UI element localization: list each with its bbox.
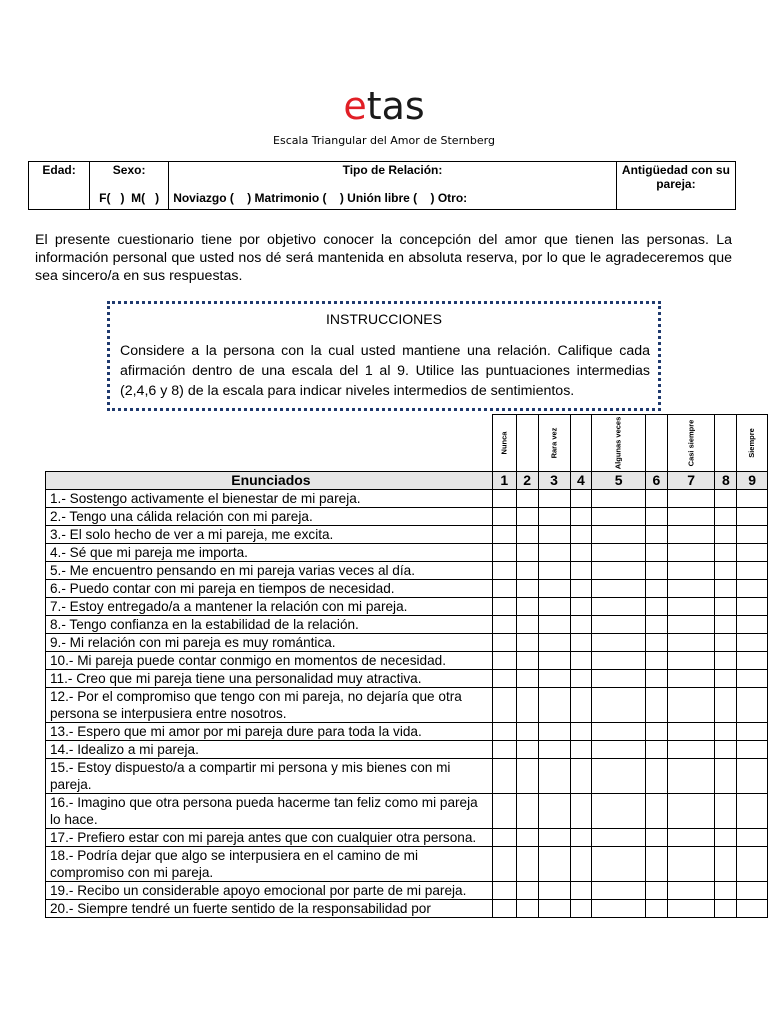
rating-cell-9[interactable] xyxy=(737,544,768,562)
rating-cell-3[interactable] xyxy=(538,652,570,670)
rating-cell-6[interactable] xyxy=(645,526,667,544)
rating-cell-6[interactable] xyxy=(645,616,667,634)
scale-number-9: 9 xyxy=(737,472,768,490)
rating-cell-3[interactable] xyxy=(538,508,570,526)
rating-cell-6[interactable] xyxy=(645,900,667,918)
rating-cell-5[interactable] xyxy=(592,490,646,508)
scale-number-2: 2 xyxy=(516,472,538,490)
item-text: 4.- Sé que mi pareja me importa. xyxy=(46,544,493,562)
rating-cell-5[interactable] xyxy=(592,688,646,723)
scale-number-4: 4 xyxy=(570,472,592,490)
item-text: 12.- Por el compromiso que tengo con mi pareja, no dejaría que otra persona se interpusiera entre nosotros. xyxy=(46,688,493,723)
rating-cell-7[interactable] xyxy=(667,882,715,900)
rating-cell-5[interactable] xyxy=(592,882,646,900)
scale-number-3: 3 xyxy=(538,472,570,490)
rating-cell-5[interactable] xyxy=(592,526,646,544)
rating-cell-6[interactable] xyxy=(645,741,667,759)
item-row xyxy=(46,580,768,598)
rating-cell-5[interactable] xyxy=(592,741,646,759)
sex-cell[interactable]: Sexo: F( ) M( ) xyxy=(90,162,169,210)
rating-cell-6[interactable] xyxy=(645,508,667,526)
rating-cell-7[interactable] xyxy=(667,616,715,634)
item-row xyxy=(46,598,768,616)
rating-cell-6[interactable] xyxy=(645,652,667,670)
scale-number-6: 6 xyxy=(645,472,667,490)
rating-cell-4[interactable] xyxy=(570,616,592,634)
rating-cell-7[interactable] xyxy=(667,688,715,723)
rating-cell-2[interactable] xyxy=(516,526,538,544)
rating-cell-4[interactable] xyxy=(570,544,592,562)
rating-cell-9[interactable] xyxy=(737,526,768,544)
item-text: 10.- Mi pareja puede contar conmigo en momentos de necesidad. xyxy=(46,652,493,670)
rating-cell-2[interactable] xyxy=(516,759,538,794)
item-row xyxy=(46,652,768,670)
item-row xyxy=(46,526,768,544)
rating-cell-9[interactable] xyxy=(737,616,768,634)
rating-cell-5[interactable] xyxy=(592,616,646,634)
rating-cell-7[interactable] xyxy=(667,741,715,759)
rating-cell-5[interactable] xyxy=(592,723,646,741)
rating-cell-2[interactable] xyxy=(516,598,538,616)
rating-cell-4[interactable] xyxy=(570,508,592,526)
item-row xyxy=(46,847,768,882)
scale-label-2 xyxy=(516,415,538,472)
item-text: 1.- Sostengo activamente el bienestar de mi pareja. xyxy=(46,490,493,508)
rating-cell-1[interactable] xyxy=(492,900,516,918)
rating-cell-2[interactable] xyxy=(516,670,538,688)
rating-cell-7[interactable] xyxy=(667,490,715,508)
rating-cell-5[interactable] xyxy=(592,794,646,829)
rating-cell-5[interactable] xyxy=(592,598,646,616)
rating-cell-8[interactable] xyxy=(715,652,737,670)
scale-label-5: Algunas veces xyxy=(592,415,646,472)
rating-cell-9[interactable] xyxy=(737,741,768,759)
relation-type-cell[interactable]: Tipo de Relación: Noviazgo ( ) Matrimonio ( ) Unión libre ( ) Otro: xyxy=(169,162,617,210)
item-row xyxy=(46,900,768,918)
rating-cell-7[interactable] xyxy=(667,847,715,882)
rating-cell-1[interactable] xyxy=(492,598,516,616)
rating-cell-2[interactable] xyxy=(516,882,538,900)
etas-logo: etas xyxy=(343,84,425,128)
rating-cell-5[interactable] xyxy=(592,847,646,882)
rating-cell-9[interactable] xyxy=(737,688,768,723)
rating-cell-6[interactable] xyxy=(645,882,667,900)
rating-cell-1[interactable] xyxy=(492,688,516,723)
rating-cell-4[interactable] xyxy=(570,900,592,918)
rating-cell-9[interactable] xyxy=(737,490,768,508)
rating-cell-3[interactable] xyxy=(538,670,570,688)
rating-cell-7[interactable] xyxy=(667,723,715,741)
rating-cell-4[interactable] xyxy=(570,759,592,794)
rating-cell-9[interactable] xyxy=(737,847,768,882)
rating-cell-8[interactable] xyxy=(715,794,737,829)
rating-cell-2[interactable] xyxy=(516,580,538,598)
scale-label-4 xyxy=(570,415,592,472)
rating-cell-8[interactable] xyxy=(715,900,737,918)
item-row xyxy=(46,882,768,900)
rating-cell-3[interactable] xyxy=(538,544,570,562)
item-text: 7.- Estoy entregado/a a mantener la relación con mi pareja. xyxy=(46,598,493,616)
rating-cell-6[interactable] xyxy=(645,544,667,562)
rating-cell-6[interactable] xyxy=(645,634,667,652)
scale-number-8: 8 xyxy=(715,472,737,490)
rating-cell-1[interactable] xyxy=(492,759,516,794)
scale-label-6 xyxy=(645,415,667,472)
rating-cell-9[interactable] xyxy=(737,829,768,847)
rating-cell-4[interactable] xyxy=(570,882,592,900)
item-row xyxy=(46,759,768,794)
rating-cell-1[interactable] xyxy=(492,882,516,900)
item-text: 16.- Imagino que otra persona pueda hacerme tan feliz como mi pareja lo hace. xyxy=(46,794,493,829)
rating-cell-2[interactable] xyxy=(516,490,538,508)
rating-cell-3[interactable] xyxy=(538,759,570,794)
item-text: 19.- Recibo un considerable apoyo emocional por parte de mi pareja. xyxy=(46,882,493,900)
intro-paragraph: El presente cuestionario tiene por objetivo conocer la concepción del amor que tienen las personas. La información personal que usted nos dé será mantenida en absoluta reserva, por lo que le agradeceremos que sea sincero/a en sus respuestas. xyxy=(35,232,732,284)
item-row xyxy=(46,490,768,508)
rating-cell-1[interactable] xyxy=(492,544,516,562)
scale-label-3: Rara vez xyxy=(538,415,570,472)
scale-label-7: Casi siempre xyxy=(667,415,715,472)
rating-cell-8[interactable] xyxy=(715,580,737,598)
rating-cell-3[interactable] xyxy=(538,616,570,634)
rating-cell-9[interactable] xyxy=(737,562,768,580)
rating-cell-2[interactable] xyxy=(516,562,538,580)
rating-cell-2[interactable] xyxy=(516,652,538,670)
enunciados-header: Enunciados xyxy=(46,472,493,490)
rating-cell-2[interactable] xyxy=(516,723,538,741)
rating-cell-4[interactable] xyxy=(570,741,592,759)
rating-cell-9[interactable] xyxy=(737,900,768,918)
rating-cell-7[interactable] xyxy=(667,562,715,580)
item-row xyxy=(46,794,768,829)
rating-cell-4[interactable] xyxy=(570,634,592,652)
rating-cell-5[interactable] xyxy=(592,634,646,652)
rating-cell-7[interactable] xyxy=(667,580,715,598)
rating-cell-1[interactable] xyxy=(492,741,516,759)
rating-cell-9[interactable] xyxy=(737,508,768,526)
rating-cell-5[interactable] xyxy=(592,900,646,918)
rating-cell-5[interactable] xyxy=(592,759,646,794)
item-text: 18.- Podría dejar que algo se interpusiera en el camino de mi compromiso con mi pareja. xyxy=(46,847,493,882)
rating-cell-7[interactable] xyxy=(667,508,715,526)
rating-cell-3[interactable] xyxy=(538,688,570,723)
rating-cell-7[interactable] xyxy=(667,544,715,562)
rating-cell-6[interactable] xyxy=(645,794,667,829)
rating-cell-1[interactable] xyxy=(492,508,516,526)
rating-cell-6[interactable] xyxy=(645,759,667,794)
rating-cell-3[interactable] xyxy=(538,794,570,829)
rating-cell-6[interactable] xyxy=(645,598,667,616)
rating-cell-9[interactable] xyxy=(737,634,768,652)
rating-cell-4[interactable] xyxy=(570,562,592,580)
rating-cell-7[interactable] xyxy=(667,670,715,688)
item-row xyxy=(46,829,768,847)
instructions-box xyxy=(107,301,661,411)
rating-cell-5[interactable] xyxy=(592,562,646,580)
rating-cell-1[interactable] xyxy=(492,580,516,598)
item-row xyxy=(46,544,768,562)
rating-cell-9[interactable] xyxy=(737,670,768,688)
scale-number-1: 1 xyxy=(492,472,516,490)
item-row xyxy=(46,723,768,741)
rating-cell-8[interactable] xyxy=(715,759,737,794)
rating-cell-3[interactable] xyxy=(538,490,570,508)
rating-cell-3[interactable] xyxy=(538,723,570,741)
rating-cell-9[interactable] xyxy=(737,652,768,670)
rating-cell-1[interactable] xyxy=(492,616,516,634)
rating-cell-3[interactable] xyxy=(538,829,570,847)
item-text: 6.- Puedo contar con mi pareja en tiempos de necesidad. xyxy=(46,580,493,598)
instructions-body: Considere a la persona con la cual usted mantiene una relación. Califique cada afirmación dentro de una escala del 1 al 9. Utilice las puntuaciones intermedias (2,4,6 y 8) de la escala para indicar niveles intermedios de sentimientos. xyxy=(120,343,650,399)
rating-cell-9[interactable] xyxy=(737,580,768,598)
rating-cell-6[interactable] xyxy=(645,562,667,580)
rating-cell-9[interactable] xyxy=(737,759,768,794)
item-row xyxy=(46,741,768,759)
rating-cell-3[interactable] xyxy=(538,580,570,598)
rating-cell-4[interactable] xyxy=(570,598,592,616)
item-row xyxy=(46,670,768,688)
item-text: 17.- Prefiero estar con mi pareja antes que con cualquier otra persona. xyxy=(46,829,493,847)
rating-cell-8[interactable] xyxy=(715,616,737,634)
age-cell[interactable]: Edad: xyxy=(29,162,90,210)
rating-cell-7[interactable] xyxy=(667,900,715,918)
rating-cell-5[interactable] xyxy=(592,652,646,670)
rating-cell-1[interactable] xyxy=(492,670,516,688)
rating-cell-7[interactable] xyxy=(667,794,715,829)
item-text: 8.- Tengo confianza en la estabilidad de la relación. xyxy=(46,616,493,634)
rating-cell-5[interactable] xyxy=(592,670,646,688)
rating-cell-6[interactable] xyxy=(645,490,667,508)
rating-cell-8[interactable] xyxy=(715,598,737,616)
item-row xyxy=(46,688,768,723)
info-table xyxy=(28,161,736,210)
item-text: 11.- Creo que mi pareja tiene una personalidad muy atractiva. xyxy=(46,670,493,688)
rating-cell-6[interactable] xyxy=(645,847,667,882)
rating-cell-4[interactable] xyxy=(570,670,592,688)
item-text: 15.- Estoy dispuesto/a a compartir mi persona y mis bienes con mi pareja. xyxy=(46,759,493,794)
rating-cell-7[interactable] xyxy=(667,598,715,616)
rating-cell-1[interactable] xyxy=(492,652,516,670)
item-text: 2.- Tengo una cálida relación con mi pareja. xyxy=(46,508,493,526)
rating-cell-1[interactable] xyxy=(492,829,516,847)
item-text: 13.- Espero que mi amor por mi pareja dure para toda la vida. xyxy=(46,723,493,741)
rating-cell-3[interactable] xyxy=(538,741,570,759)
item-row xyxy=(46,562,768,580)
rating-cell-2[interactable] xyxy=(516,616,538,634)
rating-cell-9[interactable] xyxy=(737,598,768,616)
rating-cell-8[interactable] xyxy=(715,526,737,544)
rating-cell-8[interactable] xyxy=(715,829,737,847)
rating-cell-3[interactable] xyxy=(538,900,570,918)
rating-cell-2[interactable] xyxy=(516,688,538,723)
rating-cell-2[interactable] xyxy=(516,829,538,847)
scale-label-9: Siempre xyxy=(737,415,768,472)
rating-cell-1[interactable] xyxy=(492,794,516,829)
item-text: 14.- Idealizo a mi pareja. xyxy=(46,741,493,759)
rating-cell-6[interactable] xyxy=(645,723,667,741)
rating-cell-6[interactable] xyxy=(645,670,667,688)
rating-cell-9[interactable] xyxy=(737,882,768,900)
rating-cell-7[interactable] xyxy=(667,526,715,544)
rating-cell-6[interactable] xyxy=(645,580,667,598)
rating-cell-9[interactable] xyxy=(737,723,768,741)
rating-cell-1[interactable] xyxy=(492,490,516,508)
rating-cell-5[interactable] xyxy=(592,580,646,598)
rating-cell-8[interactable] xyxy=(715,670,737,688)
scale-label-1: Nunca xyxy=(492,415,516,472)
rating-cell-4[interactable] xyxy=(570,688,592,723)
rating-cell-1[interactable] xyxy=(492,723,516,741)
rating-cell-4[interactable] xyxy=(570,526,592,544)
rating-cell-1[interactable] xyxy=(492,634,516,652)
rating-cell-2[interactable] xyxy=(516,544,538,562)
questionnaire-table xyxy=(45,414,768,918)
scale-number-7: 7 xyxy=(667,472,715,490)
item-row xyxy=(46,634,768,652)
rating-cell-2[interactable] xyxy=(516,508,538,526)
rating-cell-4[interactable] xyxy=(570,652,592,670)
rating-cell-4[interactable] xyxy=(570,723,592,741)
item-text: 3.- El solo hecho de ver a mi pareja, me excita. xyxy=(46,526,493,544)
rating-cell-3[interactable] xyxy=(538,847,570,882)
rating-cell-8[interactable] xyxy=(715,508,737,526)
rating-cell-3[interactable] xyxy=(538,562,570,580)
scale-label-8 xyxy=(715,415,737,472)
rating-cell-8[interactable] xyxy=(715,741,737,759)
rating-cell-8[interactable] xyxy=(715,847,737,882)
rating-cell-2[interactable] xyxy=(516,847,538,882)
rating-cell-9[interactable] xyxy=(737,794,768,829)
rating-cell-8[interactable] xyxy=(715,688,737,723)
rating-cell-8[interactable] xyxy=(715,490,737,508)
rating-cell-6[interactable] xyxy=(645,829,667,847)
rating-cell-7[interactable] xyxy=(667,829,715,847)
rating-cell-1[interactable] xyxy=(492,562,516,580)
scale-number-5: 5 xyxy=(592,472,646,490)
item-text: 5.- Me encuentro pensando en mi pareja varias veces al día. xyxy=(46,562,493,580)
rating-cell-8[interactable] xyxy=(715,544,737,562)
rating-cell-4[interactable] xyxy=(570,580,592,598)
duration-cell[interactable]: Antigüedad con su pareja: xyxy=(616,162,735,210)
rating-cell-8[interactable] xyxy=(715,882,737,900)
item-text: 20.- Siempre tendré un fuerte sentido de la responsabilidad por xyxy=(46,900,493,918)
rating-cell-5[interactable] xyxy=(592,508,646,526)
rating-cell-3[interactable] xyxy=(538,526,570,544)
rating-cell-2[interactable] xyxy=(516,741,538,759)
rating-cell-6[interactable] xyxy=(645,688,667,723)
item-row xyxy=(46,508,768,526)
rating-cell-7[interactable] xyxy=(667,652,715,670)
rating-cell-5[interactable] xyxy=(592,829,646,847)
subtitle: Escala Triangular del Amor de Sternberg xyxy=(273,134,495,147)
rating-cell-3[interactable] xyxy=(538,882,570,900)
rating-cell-3[interactable] xyxy=(538,598,570,616)
rating-cell-8[interactable] xyxy=(715,562,737,580)
rating-cell-2[interactable] xyxy=(516,634,538,652)
rating-cell-1[interactable] xyxy=(492,526,516,544)
instructions-title: INSTRUCCIONES xyxy=(326,311,442,327)
rating-cell-8[interactable] xyxy=(715,634,737,652)
rating-cell-2[interactable] xyxy=(516,794,538,829)
rating-cell-7[interactable] xyxy=(667,759,715,794)
rating-cell-4[interactable] xyxy=(570,847,592,882)
rating-cell-4[interactable] xyxy=(570,794,592,829)
rating-cell-1[interactable] xyxy=(492,847,516,882)
rating-cell-7[interactable] xyxy=(667,634,715,652)
rating-cell-8[interactable] xyxy=(715,723,737,741)
rating-cell-3[interactable] xyxy=(538,634,570,652)
rating-cell-2[interactable] xyxy=(516,900,538,918)
item-row xyxy=(46,616,768,634)
rating-cell-4[interactable] xyxy=(570,829,592,847)
rating-cell-5[interactable] xyxy=(592,544,646,562)
item-text: 9.- Mi relación con mi pareja es muy romántica. xyxy=(46,634,493,652)
rating-cell-4[interactable] xyxy=(570,490,592,508)
